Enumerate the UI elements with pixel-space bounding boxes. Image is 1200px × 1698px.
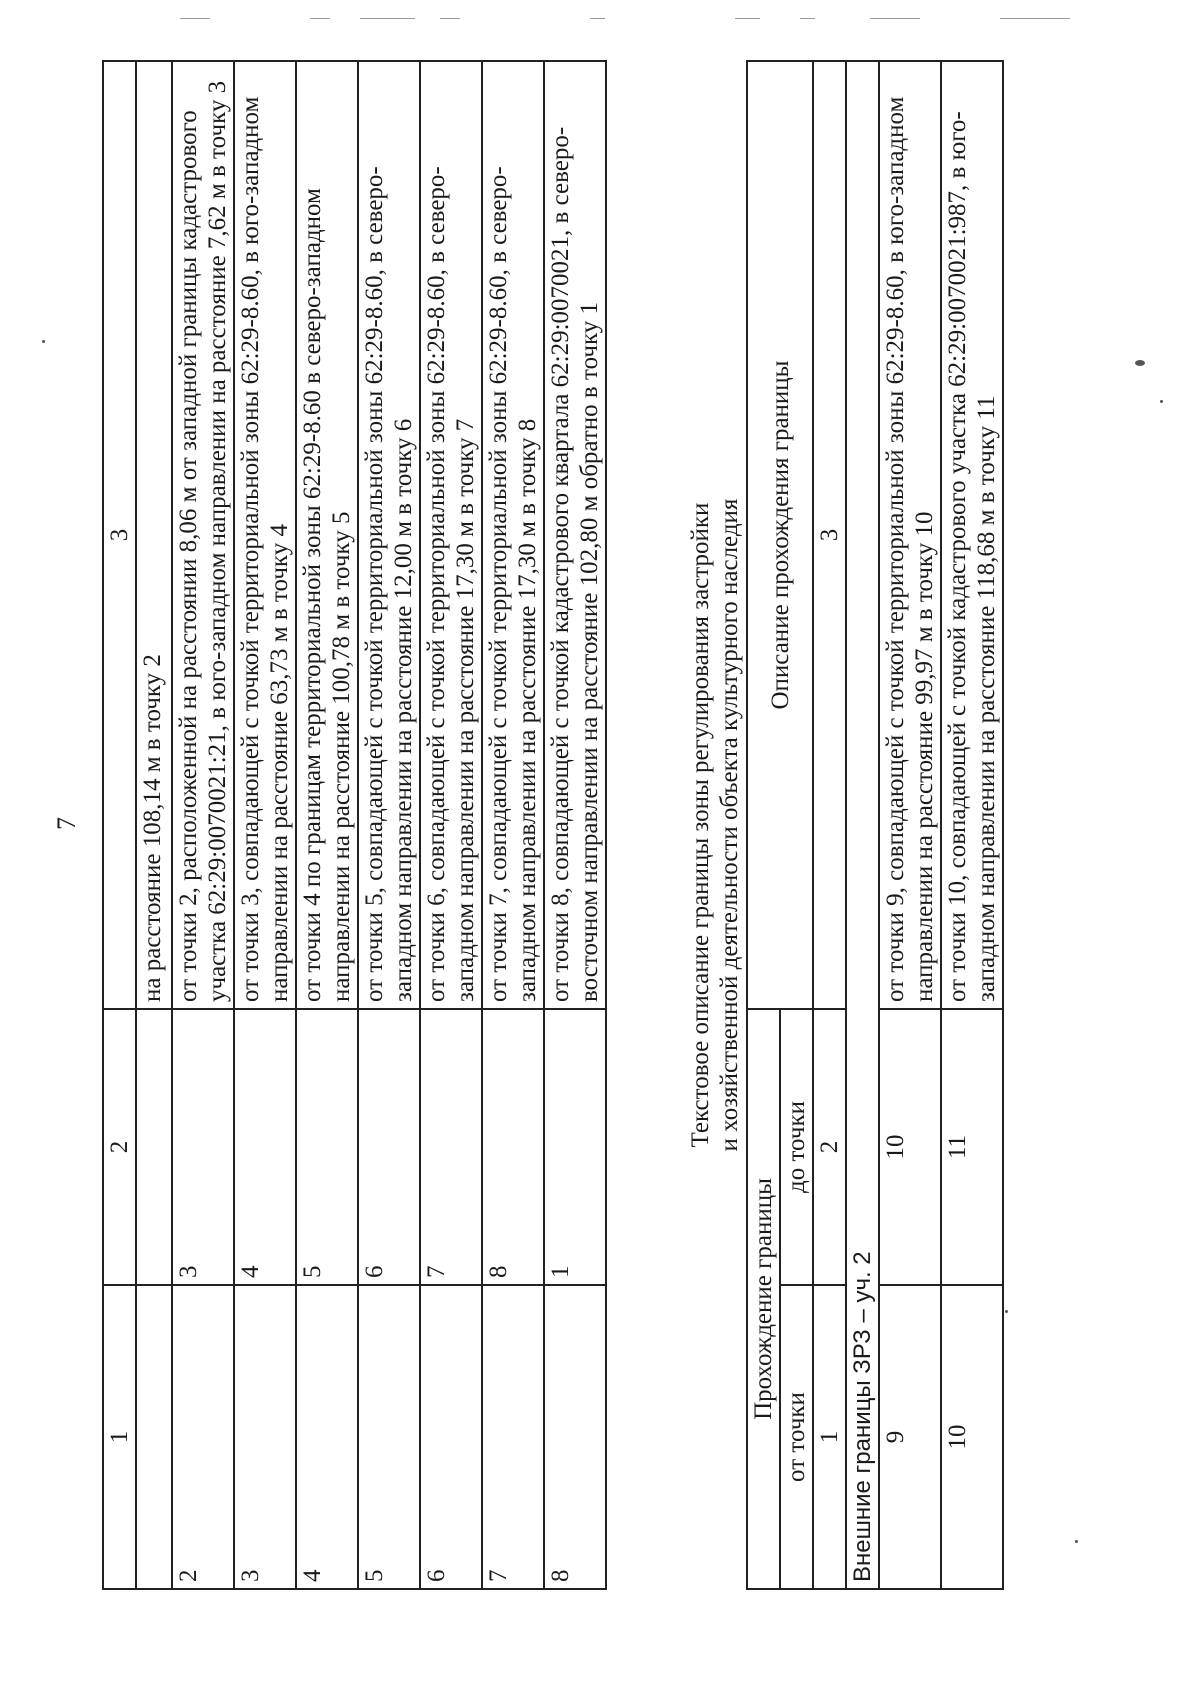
header-cell: 3 [813, 61, 846, 1009]
table-row [296, 61, 358, 1589]
header-cell: 1 [103, 1285, 136, 1589]
table-title [686, 61, 747, 1589]
table-row [234, 61, 296, 1589]
scan-artifact [590, 18, 605, 19]
scan-artifact [440, 18, 460, 19]
scan-artifact [360, 18, 415, 19]
cell-desc: от точки 5, совпадающей с точкой территориальной зоны 62:29-8.60, в северо-западном направлении на расстояние 12,00 м в точку 6 [358, 61, 420, 1009]
cell-desc: от точки 9, совпадающей с точкой территориальной зоны 62:29-8.60, в юго-западном направлении на расстояние 99,97 м в точку 10 [879, 61, 941, 1009]
header-cell: 3 [103, 61, 136, 1009]
page-number: 7 [52, 817, 81, 830]
cell-desc: от точки 4 по границам территориальной зоны 62:29-8.60 в северо-западном направлении на расстояние 100,78 м в точку 5 [296, 61, 358, 1009]
header-cell: 2 [103, 1009, 136, 1285]
cell-from: 3 [234, 1285, 296, 1589]
header-boundary-passage: Прохождение границы [747, 1009, 780, 1589]
table-header-row [103, 61, 136, 1589]
cell-to: 8 [482, 1009, 544, 1285]
scan-artifact [800, 18, 815, 19]
table-header-row [813, 61, 846, 1589]
cell-to: 7 [420, 1009, 482, 1285]
cell-desc: от точки 2, расположенной на расстоянии 8,06 м от западной границы кадастрового участка 62:29:0070021:21, в юго-западном направлении на расстояние 7,62 м в точку 3 [172, 61, 234, 1009]
cell-desc: от точки 3, совпадающей с точкой территориальной зоны 62:29-8.60, в юго-западном направлении на расстояние 63,73 м в точку 4 [234, 61, 296, 1009]
cell-to: 6 [358, 1009, 420, 1285]
cell-to [136, 1009, 172, 1285]
scan-artifact [180, 18, 210, 19]
cell-from: 7 [482, 1285, 544, 1589]
cell-to: 11 [941, 1009, 1003, 1285]
cell-from: 9 [879, 1285, 941, 1589]
section-row [846, 61, 879, 1589]
cell-from: 10 [941, 1285, 1003, 1589]
cell-from: 5 [358, 1285, 420, 1589]
cell-from: 2 [172, 1285, 234, 1589]
boundary-table-1 [102, 60, 607, 1590]
table-title-line1: Текстовое описание границы зоны регулирования застройки [687, 502, 714, 1148]
cell-to: 4 [234, 1009, 296, 1285]
cell-from: 8 [544, 1285, 606, 1589]
header-to-point: до точки [780, 1009, 813, 1285]
header-description: Описание прохождения границы [747, 61, 813, 1009]
scan-speck [1160, 400, 1163, 403]
table-row [358, 61, 420, 1589]
table-row [136, 61, 172, 1589]
table-row [544, 61, 606, 1589]
table-title-line2: и хозяйственной деятельности объекта культурного наследия [716, 498, 743, 1152]
table-title-row [686, 61, 747, 1589]
table-row [482, 61, 544, 1589]
cell-from: 4 [296, 1285, 358, 1589]
table-header-row [747, 61, 780, 1589]
boundary-table-2 [686, 60, 1004, 1590]
table-row [941, 61, 1003, 1589]
cell-to: 5 [296, 1009, 358, 1285]
header-from-point: от точки [780, 1285, 813, 1589]
section-label: Внешние границы ЗРЗ – уч. 2 [846, 61, 879, 1589]
cell-from [136, 1285, 172, 1589]
table-row [879, 61, 941, 1589]
cell-to: 10 [879, 1009, 941, 1285]
cell-desc: от точки 6, совпадающей с точкой территориальной зоны 62:29-8.60, в северо-западном направлении на расстояние 17,30 м в точку 7 [420, 61, 482, 1009]
cell-to: 1 [544, 1009, 606, 1285]
table-row [172, 61, 234, 1589]
header-cell: 2 [813, 1009, 846, 1285]
header-cell: 1 [813, 1285, 846, 1589]
cell-desc: от точки 7, совпадающей с точкой территориальной зоны 62:29-8.60, в северо-западном направлении на расстояние 17,30 м в точку 8 [482, 61, 544, 1009]
cell-desc: на расстояние 108,14 м в точку 2 [136, 61, 172, 1009]
scan-artifact [310, 18, 330, 19]
rotated-page [40, 60, 1140, 1590]
cell-desc: от точки 10, совпадающей с точкой кадастрового участка 62:29:0070021:987, в юго-западном направлении на расстояние 118,68 м в точку 11 [941, 61, 1003, 1009]
cell-to: 3 [172, 1009, 234, 1285]
scan-artifact [735, 18, 760, 19]
table-row [420, 61, 482, 1589]
scan-artifact [1000, 18, 1070, 19]
scan-artifact [870, 18, 920, 19]
cell-desc: от точки 8, совпадающей с точкой кадастрового квартала 62:29:0070021, в северо-восточном направлении на расстояние 102,80 м обратно в точку 1 [544, 61, 606, 1009]
cell-from: 6 [420, 1285, 482, 1589]
